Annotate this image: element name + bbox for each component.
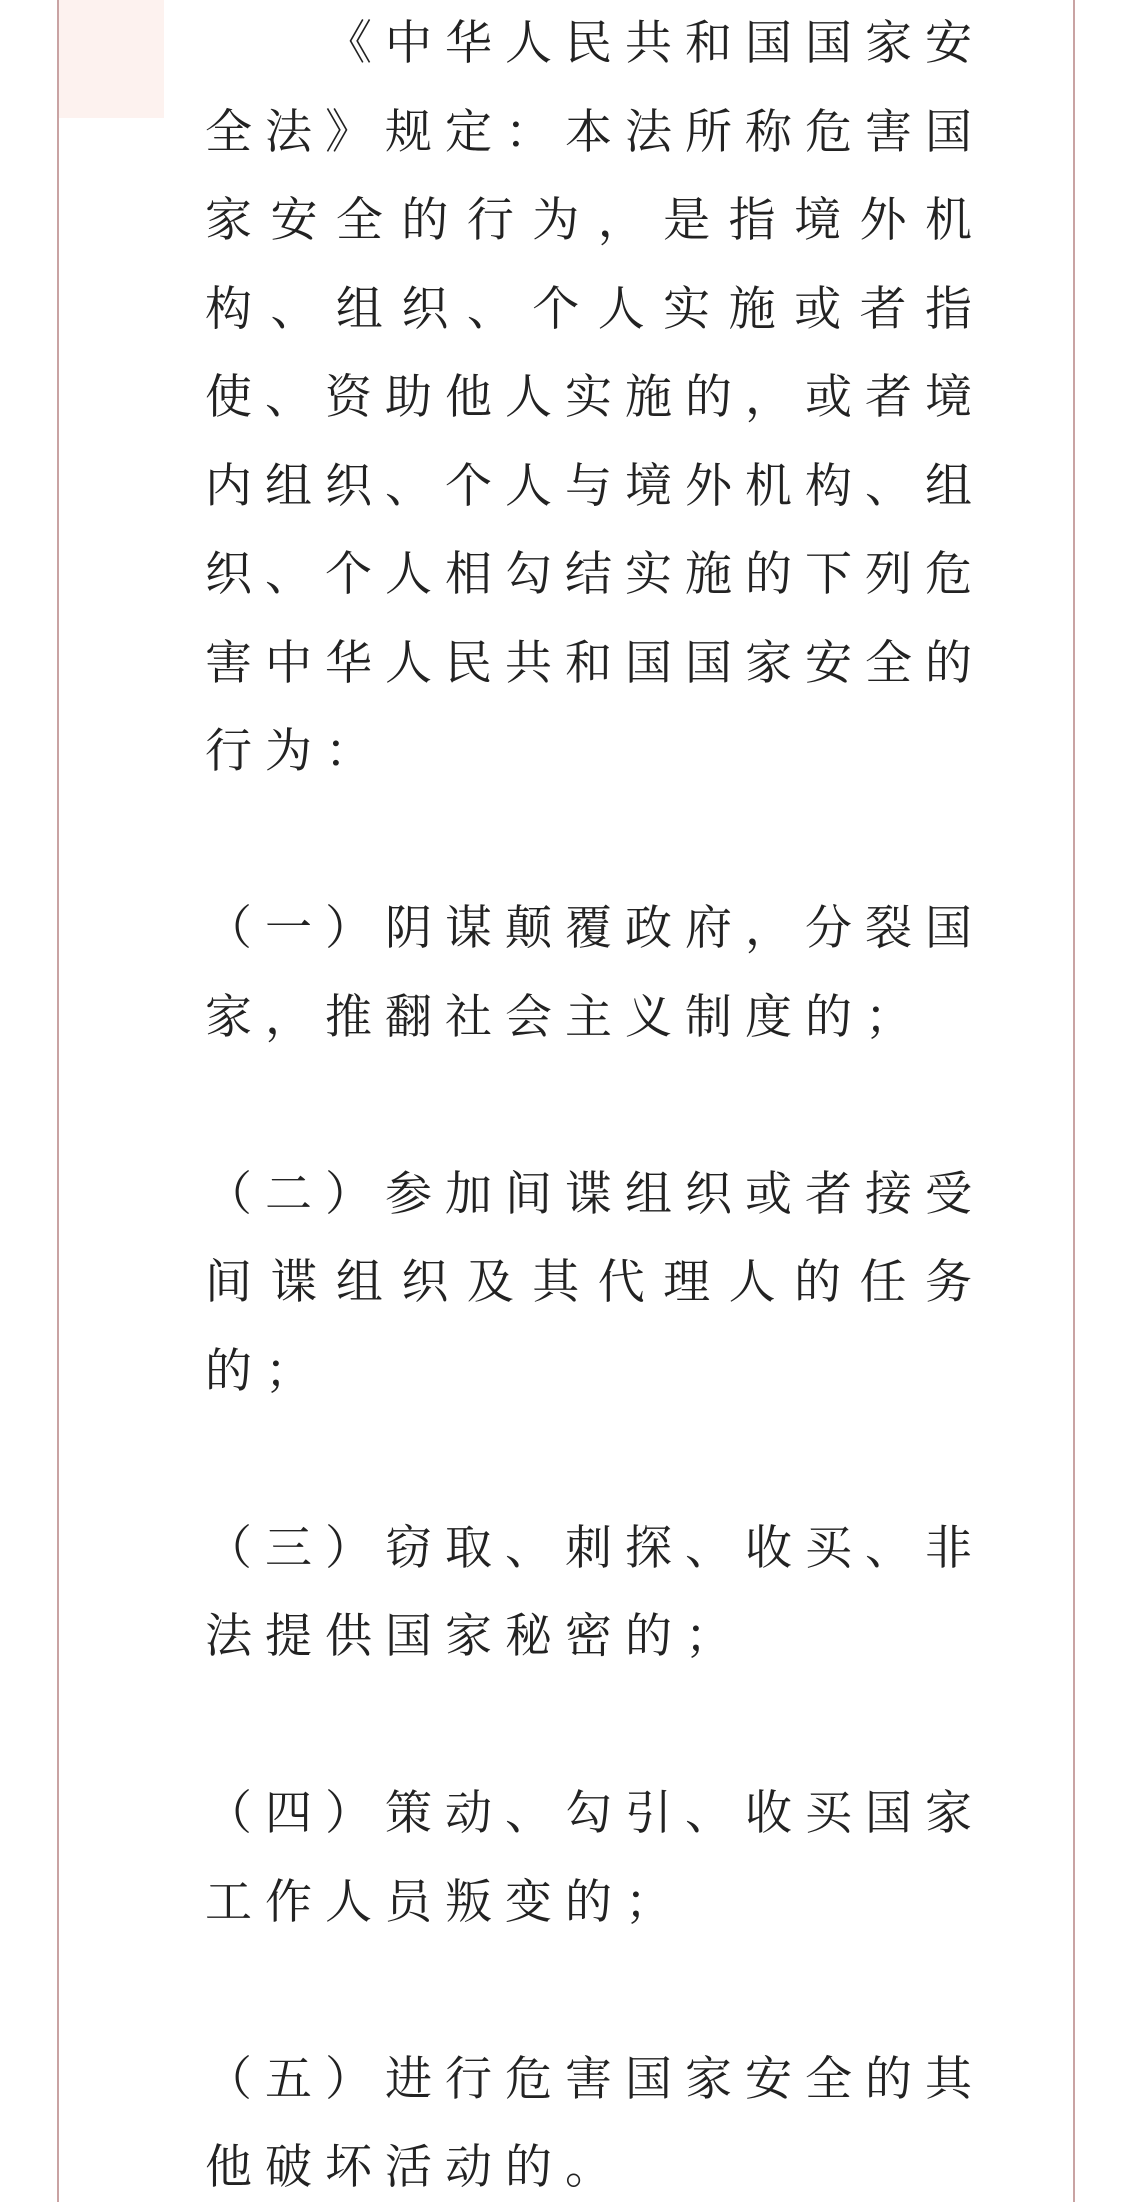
corner-decoration	[59, 0, 164, 118]
right-border-rule	[1073, 0, 1075, 2202]
item-paragraph-4: （四）策动、勾引、收买国家工作人员叛变的；	[205, 1786, 985, 1930]
paragraph-gap	[205, 1947, 985, 2036]
paragraph-gap	[205, 1062, 985, 1151]
item-paragraph-2: （二）参加间谍组织或者接受间谍组织及其代理人的任务的；	[205, 1166, 985, 1399]
paragraph-gap	[205, 1682, 985, 1771]
paragraph-gap	[205, 1416, 985, 1505]
item-paragraph-3: （三）窃取、刺探、收买、非法提供国家秘密的；	[205, 1520, 985, 1664]
law-text-body	[205, 0, 985, 2202]
item-paragraph-5: （五）进行危害国家安全的其他破坏活动的。	[205, 2051, 985, 2195]
intro-paragraph: 《中华人民共和国国家安全法》规定：本法所称危害国家安全的行为，是指境外机构、组织、个人实施或者指使、资助他人实施的，或者境内组织、个人与境外机构、组织、个人相勾结实施的下列危害中华人民共和国国家安全的行为：	[205, 16, 985, 779]
item-paragraph-1: （一）阴谋颠覆政府，分裂国家，推翻社会主义制度的；	[205, 901, 985, 1045]
left-border-rule	[57, 0, 59, 2202]
paragraph-gap	[205, 797, 985, 886]
